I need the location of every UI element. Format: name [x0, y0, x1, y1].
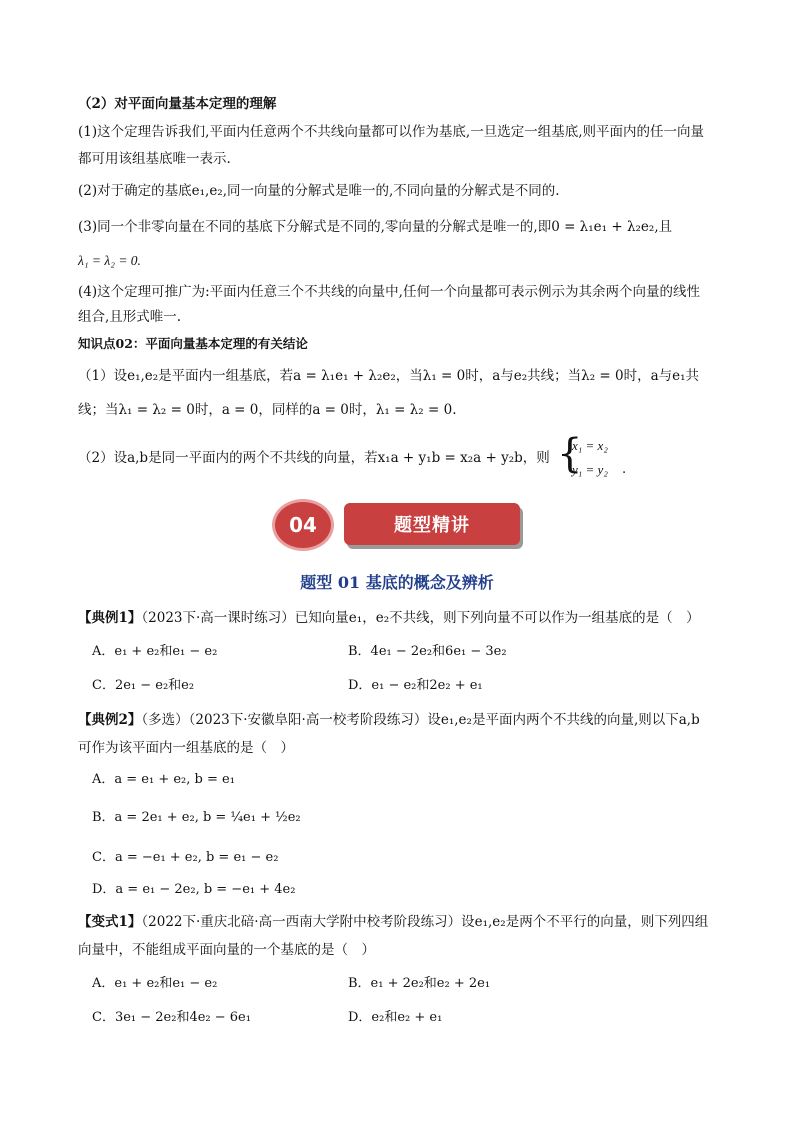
paragraph-3-line-2: λ₁ = λ₂ = 0.: [78, 253, 141, 268]
example-2-text-a: （多选）（2023下·安徽阜阳·高一校考阶段练习）设e₁,e₂是平面内两个不共线的向量,则以下a,b: [141, 712, 700, 728]
example-1-option-b: B．4e₁ − 2e₂和6e₁ − 3e₂: [348, 644, 507, 659]
variation-1-stem-line-2: 向量中，不能组成平面向量的一个基底的是（ ）: [78, 942, 375, 958]
knowledge-point-02-heading: 知识点02：平面向量基本定理的有关结论: [78, 336, 308, 351]
paragraph-2: (2)对于确定的基底e₁,e₂,同一向量的分解式是唯一的,不同向量的分解式是不同的.: [78, 183, 560, 199]
paragraph-4-line-2: 组合,且形式唯一.: [78, 309, 182, 325]
example-1-option-a: A．e₁ + e₂和e₁ − e₂: [92, 644, 218, 659]
topic-01-title: 题型 01 基底的概念及辨析: [300, 573, 494, 592]
paragraph-3-line-1: (3)同一个非零向量在不同的基底下分解式是不同的,零向量的分解式是唯一的,即0 = λ₁e₁ + λ₂e₂,且: [78, 219, 673, 235]
system-equation-top: x₁ = x₂: [572, 438, 608, 453]
paragraph-4-line-1: (4)这个定理可推广为:平面内任意三个不共线的向量中,任何一个向量都可表示例示为其余两个向量的线性: [78, 284, 700, 300]
system-equation-bottom: y₁ = y₂: [572, 462, 608, 477]
example-2-option-a: A．a = e₁ + e₂, b = e₁: [92, 772, 235, 787]
example-1-tag: 【典例1】: [78, 610, 142, 626]
example-2-option-b: B．a = 2e₁ + e₂, b = ¼e₁ + ½e₂: [92, 810, 301, 825]
example-2-option-c: C．a = −e₁ + e₂, b = e₁ − e₂: [92, 850, 279, 865]
section-number-badge: 04: [272, 499, 334, 551]
variation-1-option-d: D．e₂和e₂ + e₁: [348, 1010, 443, 1025]
section-banner-label: 题型精讲: [344, 503, 520, 545]
example-1-option-d: D．e₁ − e₂和2e₂ + e₁: [348, 678, 483, 693]
example-2-tag: 【典例2】: [78, 712, 142, 728]
example-1-option-c: C．2e₁ − e₂和e₂: [92, 678, 195, 693]
variation-1-option-a: A．e₁ + e₂和e₁ − e₂: [92, 976, 218, 991]
variation-1-option-c: C．3e₁ − 2e₂和4e₂ − 6e₁: [92, 1010, 251, 1025]
section-banner: [272, 499, 522, 551]
section-2-heading: （2）对平面向量基本定理的理解: [78, 96, 277, 112]
system-period: .: [622, 462, 627, 477]
example-2-option-d: D．a = e₁ − 2e₂, b = −e₁ + 4e₂: [92, 882, 296, 897]
variation-1-text-a: （2022下·重庆北碚·高一西南大学附中校考阶段练习）设e₁,e₂是两个不平行的向量，则下列四组: [141, 914, 709, 930]
paragraph-1-line-2: 都可用该组基底唯一表示.: [78, 151, 231, 167]
kp02-item-1-line-2: 线；当λ₁ = λ₂ = 0时，a = 0，同样的a = 0时，λ₁ = λ₂ = 0.: [78, 402, 457, 418]
kp02-item-1-line-1: （1）设e₁,e₂是平面内一组基底，若a = λ₁e₁ + λ₂e₂，当λ₁ = 0时，a与e₂共线；当λ₂ = 0时，a与e₁共: [78, 368, 700, 384]
example-2-stem-line-1: [78, 710, 724, 730]
system-brace: {: [557, 431, 583, 477]
variation-1-stem-line-1: [78, 912, 724, 932]
variation-1-tag: 【变式1】: [78, 914, 142, 930]
example-2-stem-line-2: 可作为该平面内一组基底的是（ ）: [78, 740, 294, 756]
example-1-stem: [78, 608, 724, 628]
kp02-item-2: （2）设a,b是同一平面内的两个不共线的向量，若x₁a + y₁b = x₂a + y₂b，则: [78, 450, 550, 466]
paragraph-1-line-1: (1)这个定理告诉我们,平面内任意两个不共线向量都可以作为基底,一旦选定一组基底,则平面内的任一向量: [78, 124, 704, 140]
example-1-text: （2023下·高一课时练习）已知向量e₁，e₂不共线，则下列向量不可以作为一组基底的是（ ）: [141, 610, 700, 626]
variation-1-option-b: B．e₁ + 2e₂和e₂ + 2e₁: [348, 976, 491, 991]
